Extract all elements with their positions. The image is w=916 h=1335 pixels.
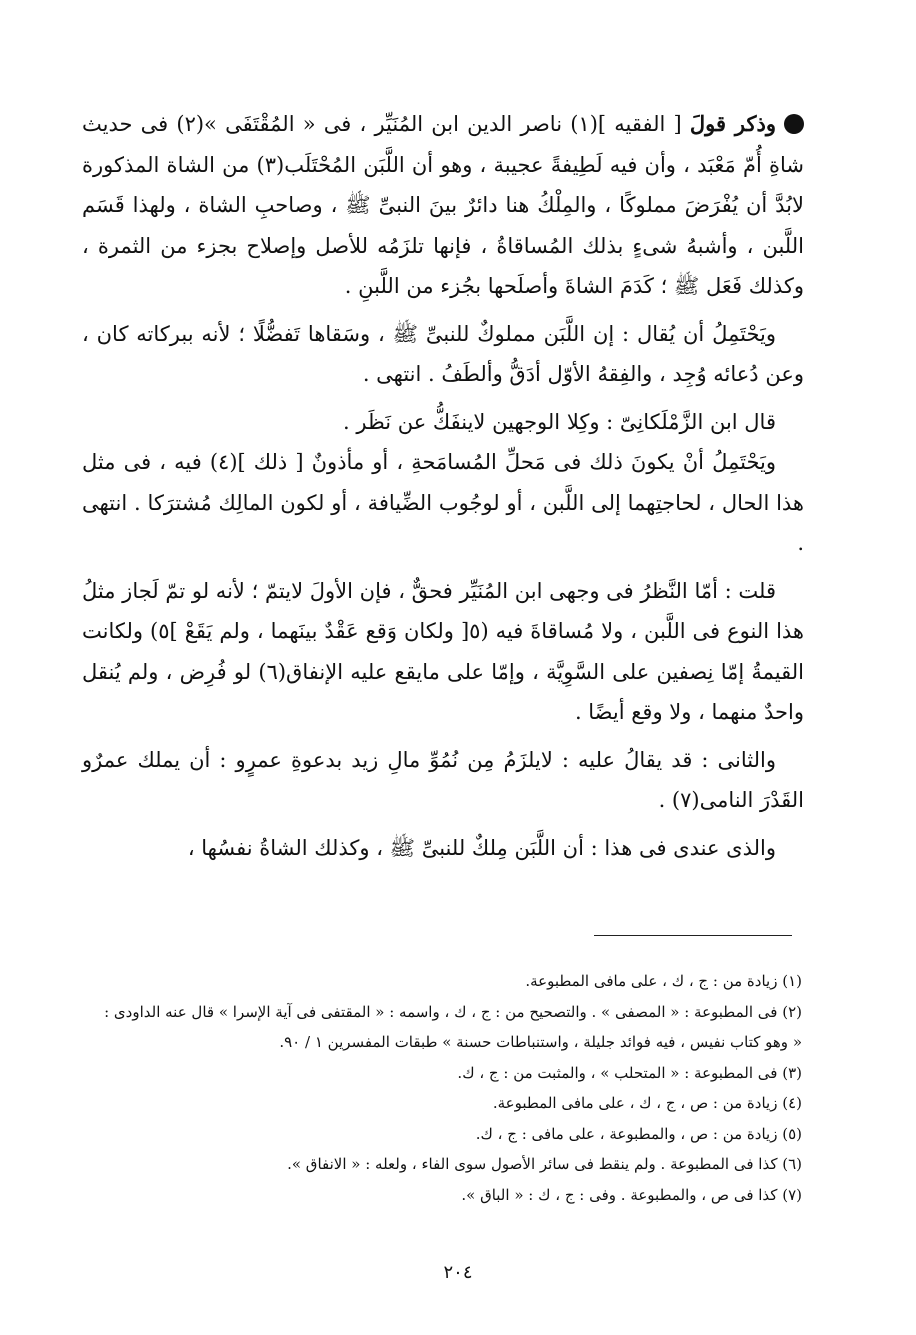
paragraph-1 <box>82 104 804 307</box>
footnote-7: (٧) كذا فى ص ، والمطبوعة . وفى : ج ، ك : « الباق ». <box>461 1185 802 1204</box>
paragraph-7: والذى عندى فى هذا : أن اللَّبَن مِلكٌ للنبىِّ ﷺ ، وكذلك الشاةُ نفسُها ، <box>187 835 776 860</box>
paragraph-2: ويَحْتَمِلُ أن يُقال : إن اللَّبَن مملوكٌ للنبىِّ ﷺ ، وسَقاها تَفضُّلًا ؛ لأنه ببركاته كان ، وعن دُعائه وُجِد ، والفِقهُ الأوّل أدَقُّ وألطَفُ . انتهى . <box>82 321 804 386</box>
paragraph-5: قلت : أمّا النَّظرُ فى وجهى ابن المُنَيِّر فحقٌّ ، فإن الأولَ لايتمّ ؛ لأنه لو تمّ لَجاز مثلُ هذا النوع فى اللَّبن ، ولا مُساقاةَ فيه (٥[ ولكان وَقع عَقْدٌ بينَهما ، ولم يَقَعْ ]٥) ولكانت القيمةُ إمّا نِصفين على السَّوِيَّة ، وإمّا على مايقع عليه الإنفاق(٦) لو فُرِض ، ولم يُنقل واحدٌ منهما ، ولا وقع أيضًا . <box>82 578 805 724</box>
paragraph-3: قال ابن الزَّمْلَكانِىّ : وكِلا الوجهين لاينفَكُّ عن نَظَر . <box>343 409 776 434</box>
footnote-divider <box>594 935 792 936</box>
main-text <box>82 104 804 868</box>
paragraph-text: [ الفقيه ](١) ناصر الدين ابن المُنَيِّر ، فى « المُقْتَفَى »(٢) فى حديث شاةِ أُمّ مَعْبَد ، وأن فيه لَطِيفةً عجيبة ، وهو أن اللَّبَن المُحْتَلَب(٣) من الشاة المذكورة لابُدَّ أن يُفْرَضَ مملوكًا ، والمِلْكُ هنا دائرٌ بينَ النبىِّ ﷺ ، وصاحبِ الشاة ، ولهذا قَسَم اللَّبن ، وأشبهُ شىءٍ بذلك المُساقاةُ ، فإنها تلزَمُه للأصل وإصلاح بجزء من الثمرة ، وكذلك فَعَل ﷺ ؛ كَدَمَ الشاةَ وأصلَحها بجُزء من اللَّبنِ . <box>82 112 804 298</box>
footnote-2-continued: « وهو كتاب نفيس ، فيه فوائد جليلة ، واستنباطات حسنة » طبقات المفسرين ١ / ٩٠. <box>279 1033 802 1051</box>
paragraph-6: والثانى : قد يقالُ عليه : لايلزَمُ مِن نُمُوِّ مالِ زيد بدعوةِ عمرٍو : أن يملك عمرٌو القَدْرَ النامى(٧) . <box>82 747 804 812</box>
footnote-5: (٥) زيادة من : ص ، والمطبوعة ، على مافى : ج ، ك. <box>475 1124 802 1143</box>
paragraph-lead: وذكر قولَ <box>689 111 776 136</box>
footnote-6: (٦) كذا فى المطبوعة . ولم ينقط فى سائر الأصول سوى الفاء ، ولعله : « الانفاق ». <box>287 1155 802 1173</box>
footnotes <box>104 966 802 1210</box>
bullet-icon <box>784 114 804 134</box>
footnote-3: (٣) فى المطبوعة : « المتحلب » ، والمثبت من : ج ، ك. <box>457 1063 802 1082</box>
footnote-2: (٢) فى المطبوعة : « المصفى » . والتصحيح من : ج ، ك ، واسمه : « المقتفى فى آية الإسرا » قال عنه الداودى : <box>104 1002 802 1021</box>
page-number: ٢٠٤ <box>443 1262 473 1283</box>
footnote-1: (١) زيادة من : ج ، ك ، على مافى المطبوعة. <box>525 972 802 990</box>
paragraph-4: ويَحْتَمِلُ أنْ يكونَ ذلك فى مَحلِّ المُسامَحةِ ، أو مأذونٌ [ ذلك ](٤) فيه ، فى مثل هذا الحال ، لحاجتِهما إلى اللَّبن ، أو لوجُوب الضِّيافة ، أو لكون المالِك مُشترَكا . انتهى . <box>82 450 804 555</box>
footnote-4: (٤) زيادة من : ص ، ج ، ك ، على مافى المطبوعة. <box>492 1094 802 1112</box>
